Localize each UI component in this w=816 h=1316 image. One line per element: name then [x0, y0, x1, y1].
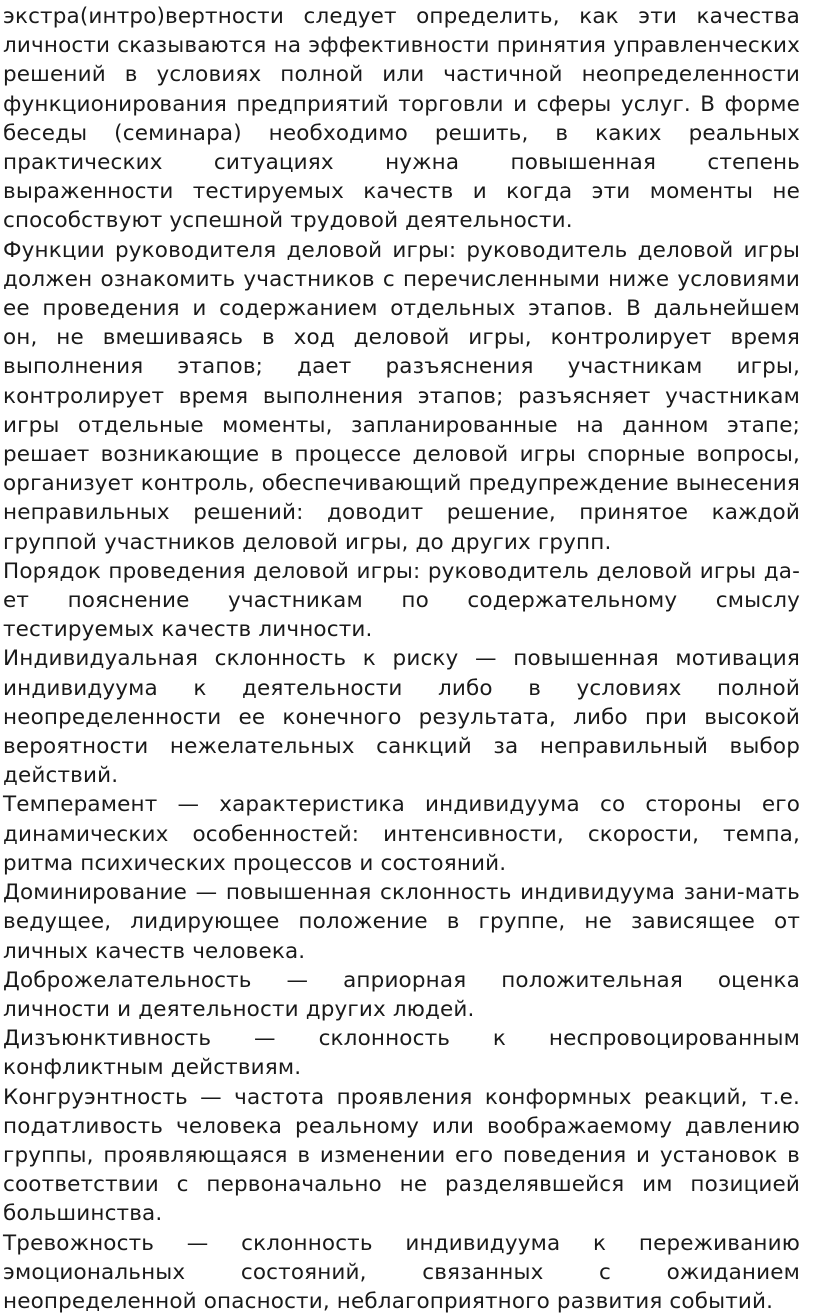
paragraph-disjunctivity: Дизъюнктивность — склонность к неспровоцированным конфликтным действиям.	[3, 1026, 800, 1081]
paragraph-game-leader-functions: Функции руководителя деловой игры: руководитель деловой игры должен ознакомить участников с перечисленными ниже условиями ее проведения и содержанием отдельных этапов. В дальнейшем он, не вмешиваясь в ход деловой игры, контролирует время выполнения этапов; дает разъяснения участникам игры, контролирует время выполнения этапов; разъясняет участникам игры отдельные моменты, запланированные на данном этапе; решает возникающие в процессе деловой игры спорные вопросы, организует контроль, обеспечивающий предупреждение вынесения неправильных решений: доводит решение, принятое каждой группой участников деловой игры, до других групп.	[3, 237, 800, 555]
paragraph-game-procedure: Порядок проведения деловой игры: руководитель деловой игры да-ет пояснение участникам по содержательному смыслу тестируемых качеств личности.	[3, 558, 800, 643]
paragraph-congruence: Конгруэнтность — частота проявления конформных реакций, т.е. податливость человека реальному или воображаемому давлению группы, проявляющаяся в изменении его поведения и установок в соответствии с первоначально не разделявшейся им позицией большинства.	[3, 1084, 800, 1227]
paragraph-extraversion-continued: экстра(интро)вертности следует определить, как эти качества личности сказываются на эффективности принятия управленческих решений в условиях полной или частичной неопределенности функционирования предприятий торговли и сферы услуг. В форме беседы (семинара) необходимо решить, в каких реальных практических ситуациях нужна повышенная степень выраженности тестируемых качеств и когда эти моменты не способствуют успешной трудовой деятельности.	[3, 4, 800, 234]
paragraph-benevolence: Доброжелательность — априорная положительная оценка личности и деятельности других людей.	[3, 967, 800, 1022]
paragraph-dominance: Доминирование — повышенная склонность индивидуума зани-мать ведущее, лидирующее положение в группе, не зависящее от личных качеств человека.	[3, 880, 800, 964]
paragraph-temperament: Темперамент — характеристика индивидуума со стороны его динамических особенностей: интенсивности, скорости, темпа, ритма психических процессов и состояний.	[3, 792, 800, 876]
paragraph-risk-propensity: Индивидуальная склонность к риску — повышенная мотивация индивидуума к деятельности либо в условиях полной неопределенности ее конечного результата, либо при высокой вероятности нежелательных санкций за неправильный выбор действий.	[3, 646, 800, 789]
paragraph-anxiety: Тревожность — склонность индивидуума к переживанию эмоциональных состояний, связанных с ожиданием неопределенной опасности, неблагоприятного развития событий.	[3, 1230, 800, 1314]
